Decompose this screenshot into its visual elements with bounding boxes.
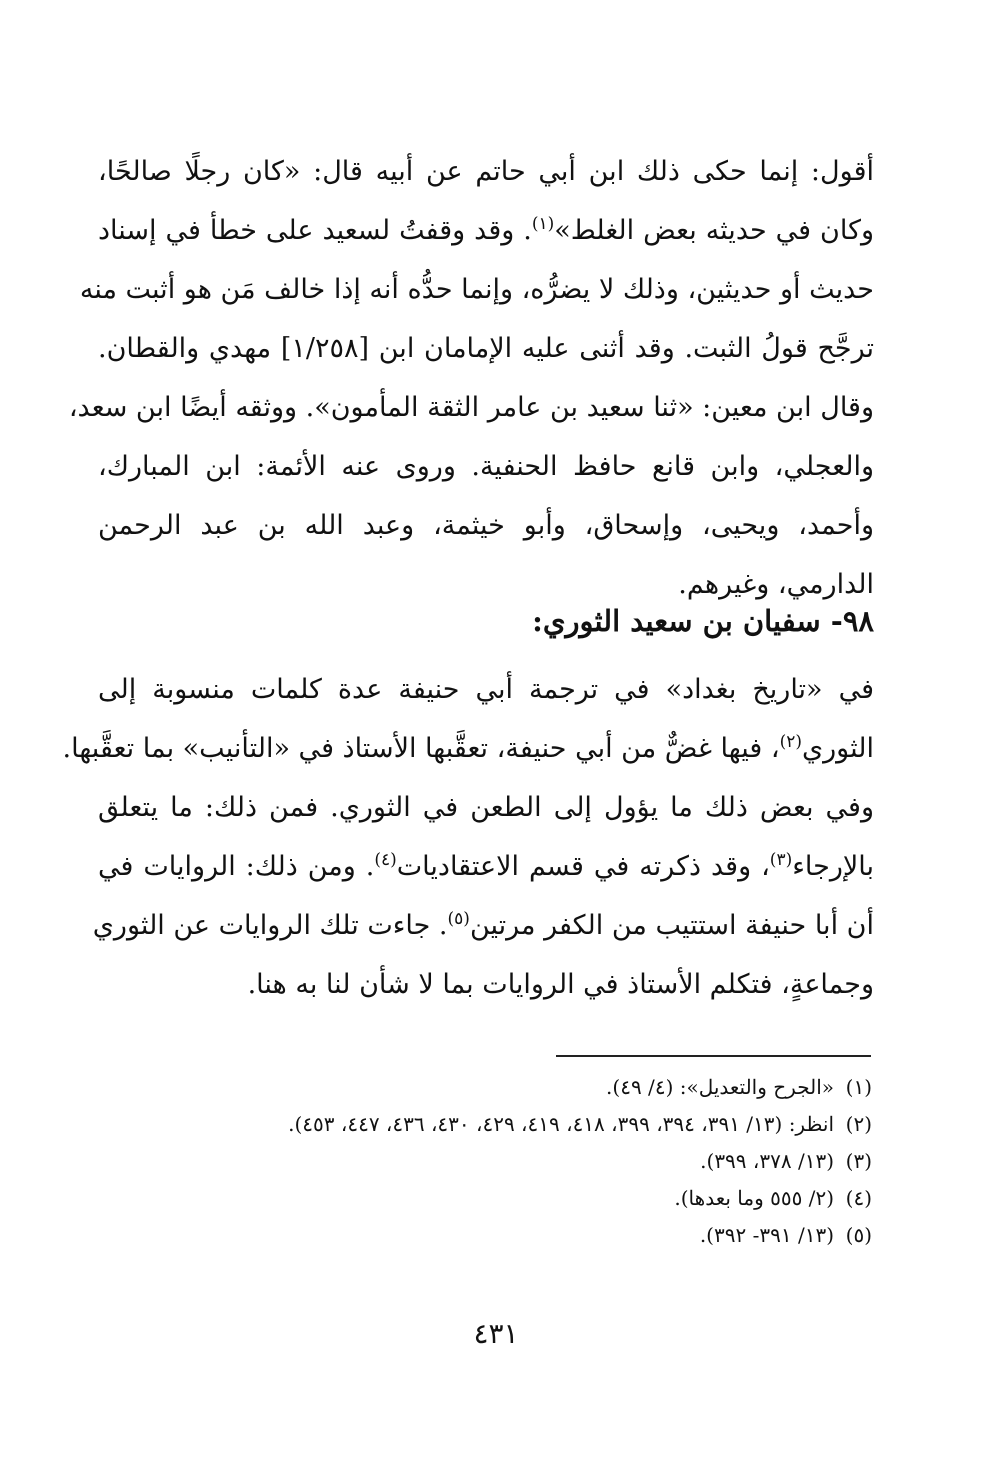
text-line: والعجلي، وابن قانع حافظ الحنفية. وروى عنه الأئمة: ابن المبارك،	[98, 451, 874, 482]
footnote-ref: (٤)	[374, 850, 397, 870]
text-line: في «تاريخ بغداد» في ترجمة أبي حنيفة عدة كلمات منسوبة إلى	[98, 674, 874, 705]
text-line: أقول: إنما حكى ذلك ابن أبي حاتم عن أبيه قال: «كان رجلًا صالحًا،	[98, 156, 874, 187]
footnote-text: (٢/ ٥٥٥ وما بعدها).	[674, 1186, 834, 1210]
text-line: وجماعةٍ، فتكلم الأستاذ في الروايات بما لا شأن لنا به هنا.	[247, 969, 874, 1000]
footnote-ref: (١)	[531, 214, 555, 234]
text-segment: الثوري	[802, 733, 874, 764]
text-line: وفي بعض ذلك ما يؤول إلى الطعن في الثوري. فمن ذلك: ما يتعلق	[98, 792, 874, 823]
text-line: حديث أو حديثين، وذلك لا يضرُّه، وإنما حدُّه أنه إذا خالف مَن هو أثبت منه	[79, 274, 874, 305]
page-number: ٤٣١	[473, 1317, 519, 1350]
text-segment: بالإرجاء	[792, 851, 875, 882]
paragraph-1	[68, 142, 874, 614]
footnote-divider	[556, 1055, 871, 1057]
text-line: وأحمد، ويحيى، وإسحاق، وأبو خيثمة، وعبد الله بن عبد الرحمن	[98, 510, 874, 541]
footnote-text: انظر: (١٣/ ٣٩١، ٣٩٤، ٣٩٩، ٤١٨، ٤١٩، ٤٢٩، ٤٣٠، ٤٣٦، ٤٤٧، ٤٥٣).	[288, 1112, 834, 1136]
footnote	[288, 1143, 872, 1180]
text-segment: أن أبا حنيفة استتيب من الكفر مرتين	[469, 910, 874, 941]
footnote-text: «الجرح والتعديل»: (٤/ ٤٩).	[606, 1075, 834, 1099]
footnote-ref: (٥)	[447, 909, 470, 929]
text-line	[98, 837, 874, 896]
text-segment: . ومن ذلك: الروايات في	[98, 851, 375, 882]
footnote-number: (٢)	[845, 1112, 872, 1136]
footnote	[288, 1069, 872, 1106]
text-segment: . وقد وقفتُ لسعيد على خطأ في إسناد	[98, 215, 532, 246]
footnote-number: (٤)	[845, 1186, 872, 1210]
footnote	[288, 1180, 872, 1217]
text-segment: وكان في حديثه بعض الغلط»	[554, 215, 874, 246]
text-line	[98, 201, 874, 260]
footnote	[288, 1217, 872, 1254]
text-segment: ، وقد ذكرته في قسم الاعتقاديات	[396, 851, 770, 882]
footnote-number: (١)	[845, 1075, 872, 1099]
footnote-text: (١٣/ ٣٧٨، ٣٩٩).	[700, 1149, 834, 1173]
footnote-number: (٣)	[845, 1149, 872, 1173]
footnote	[288, 1106, 872, 1143]
text-line: ترجَّح قولُ الثبت. وقد أثنى عليه الإمامان ابن [١/٢٥٨] مهدي والقطان.	[98, 333, 874, 364]
footnote-ref: (٣)	[769, 850, 793, 870]
text-line	[92, 896, 874, 955]
text-line: وقال ابن معين: «ثنا سعيد بن عامر الثقة المأمون». ووثقه أيضًا ابن سعد،	[68, 392, 874, 423]
text-line	[62, 719, 874, 778]
text-segment: . جاءت تلك الروايات عن الثوري	[92, 910, 448, 941]
paragraph-2	[62, 660, 875, 1014]
footnote-text: (١٣/ ٣٩١- ٣٩٢).	[699, 1223, 834, 1247]
section-heading: ٩٨- سفيان بن سعيد الثوري:	[532, 604, 874, 638]
footnote-number: (٥)	[845, 1223, 872, 1247]
footnote-ref: (٢)	[779, 732, 802, 752]
text-segment: ، فيها غضٌّ من أبي حنيفة، تعقَّبها الأستاذ في «التأنيب» بما تعقَّبها.	[62, 733, 780, 764]
text-line: الدارمي، وغيرهم.	[678, 569, 874, 600]
footnotes	[288, 1069, 872, 1254]
